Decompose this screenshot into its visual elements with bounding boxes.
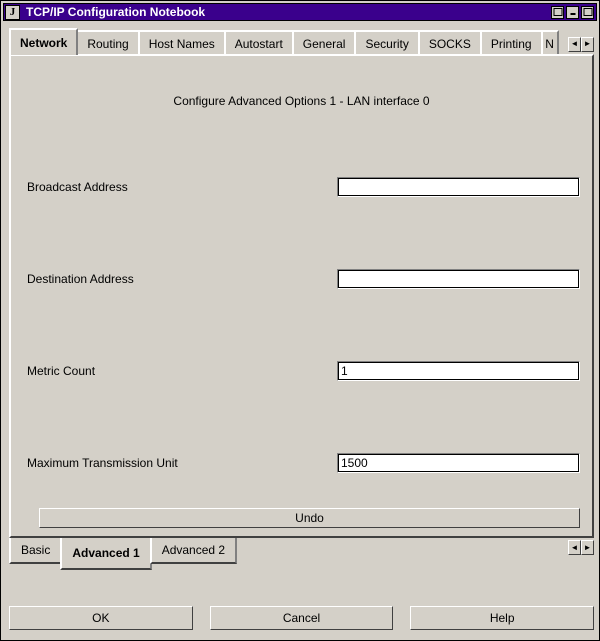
restore-icon[interactable] (551, 6, 564, 19)
tab-scroll-left-icon[interactable]: ◄ (568, 37, 581, 52)
mtu-input[interactable] (337, 453, 580, 473)
help-button[interactable]: Help (410, 606, 594, 630)
window-title: TCP/IP Configuration Notebook (26, 5, 206, 19)
tab-general[interactable] (292, 30, 357, 55)
tab-next-partial[interactable] (541, 30, 559, 55)
metric-count-input[interactable] (337, 361, 580, 381)
broadcast-address-label: Broadcast Address (27, 180, 128, 194)
tab-routing[interactable] (76, 30, 139, 55)
mtu-row (27, 452, 580, 474)
subtab-label: Advanced 2 (161, 543, 226, 557)
metric-count-label: Metric Count (27, 364, 96, 378)
tab-security[interactable] (354, 30, 419, 55)
maximize-icon[interactable] (581, 6, 594, 19)
mtu-label: Maximum Transmission Unit (27, 456, 178, 470)
tab-label: Printing (490, 36, 532, 51)
notebook-tabs (9, 28, 594, 55)
subtab-scroll-buttons (568, 540, 594, 555)
tab-scroll-buttons (568, 36, 594, 52)
broadcast-address-input[interactable] (337, 177, 580, 197)
tab-label: Security (365, 36, 409, 51)
subtab-basic[interactable] (9, 538, 62, 564)
tab-label: Host Names (148, 36, 215, 51)
tab-label: SOCKS (428, 36, 471, 51)
tab-label: Autostart (234, 36, 283, 51)
page-subtabs (9, 538, 594, 572)
undo-button[interactable]: Undo (39, 508, 580, 528)
tab-scroll-right-icon[interactable]: ► (581, 37, 594, 52)
tab-label: Routing (87, 36, 129, 51)
destination-address-row (27, 268, 580, 290)
subtab-scroll-right-icon[interactable]: ► (581, 540, 594, 555)
tab-label: Network (20, 35, 68, 50)
tab-network[interactable] (9, 28, 78, 55)
window-controls (551, 6, 596, 19)
tab-host-names[interactable] (138, 30, 226, 55)
tab-printing[interactable] (480, 30, 543, 55)
tab-socks[interactable] (418, 30, 482, 55)
ok-button[interactable]: OK (9, 606, 193, 630)
tab-autostart[interactable] (224, 30, 294, 55)
subtab-advanced-1[interactable] (60, 538, 151, 570)
dialog-actions (9, 606, 594, 632)
tab-label: N (545, 36, 554, 51)
cancel-button[interactable]: Cancel (210, 606, 394, 630)
destination-address-input[interactable] (337, 269, 580, 289)
broadcast-address-row (27, 176, 580, 198)
subtab-label: Advanced 1 (72, 546, 140, 560)
subtab-scroll-left-icon[interactable]: ◄ (568, 540, 581, 555)
tab-label: General (302, 36, 346, 51)
page-title: Configure Advanced Options 1 - LAN interface 0 (173, 94, 430, 108)
notebook-icon: J (5, 5, 20, 20)
metric-count-row (27, 360, 580, 382)
minimize-icon[interactable] (566, 6, 579, 19)
title-bar[interactable] (3, 3, 597, 21)
notebook-page (9, 54, 594, 538)
subtab-label: Basic (21, 543, 51, 557)
subtab-advanced-2[interactable] (150, 538, 237, 564)
destination-address-label: Destination Address (27, 272, 134, 286)
